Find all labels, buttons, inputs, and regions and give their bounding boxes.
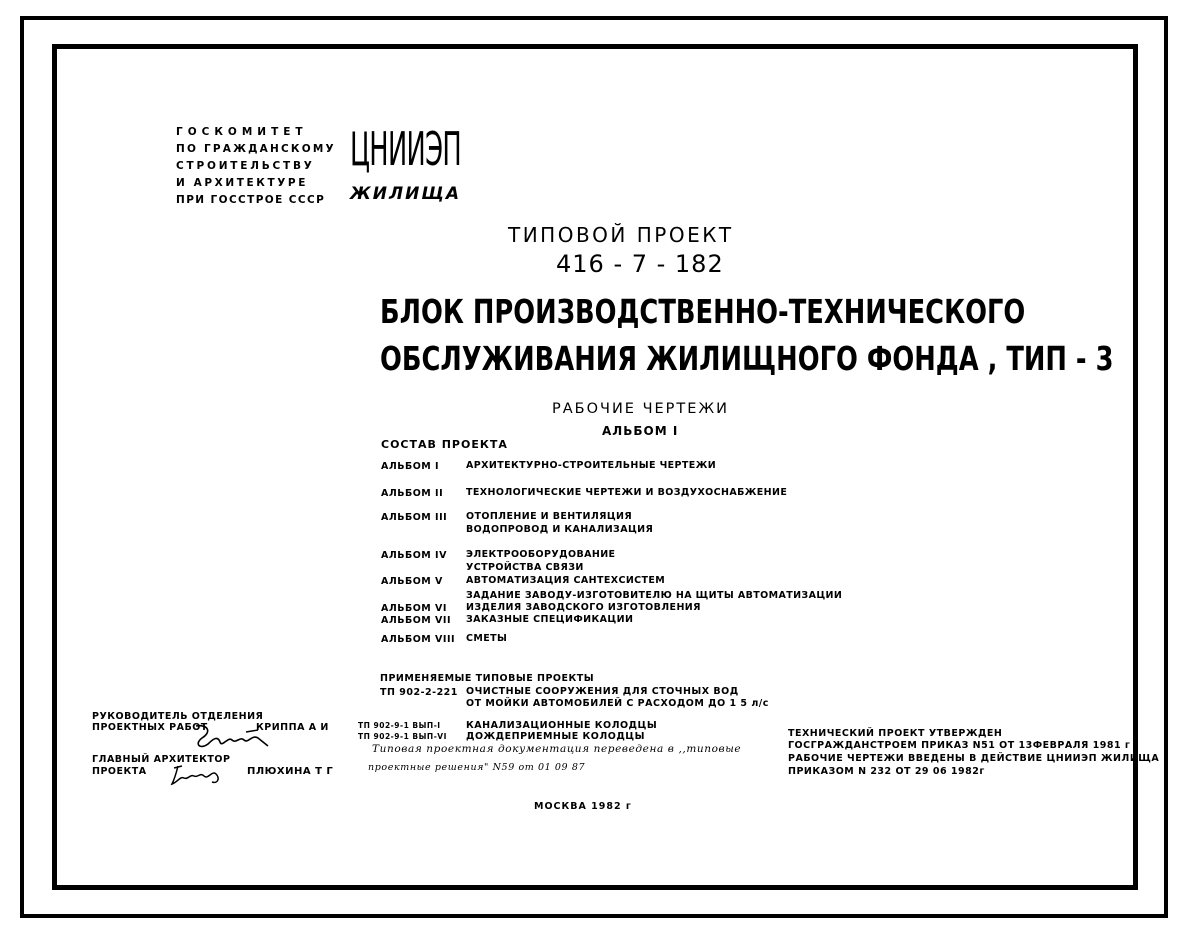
approval-line-1: ТЕХНИЧЕСКИЙ ПРОЕКТ УТВЕРЖДЕН [788,728,1003,739]
arch-role-line-1: ГЛАВНЫЙ АРХИТЕКТОР [92,754,231,765]
head-signature [188,722,272,752]
approval-line-4: ПРИКАЗОМ N 232 ОТ 29 06 1982г [788,766,985,777]
logo-sub: ЖИЛИЩА [350,184,462,204]
applied-heading: ПРИМЕНЯЕМЫЕ ТИПОВЫЕ ПРОЕКТЫ [380,673,595,684]
applied-tp2-val: КАНАЛИЗАЦИОННЫЕ КОЛОДЦЫ [466,720,658,731]
working-drawings-label: РАБОЧИЕ ЧЕРТЕЖИ [552,401,729,417]
applied-tp1-line-1: ОЧИСТНЫЕ СООРУЖЕНИЯ ДЛЯ СТОЧНЫХ ВОД [466,686,739,697]
album-label: АЛЬБОМ I [602,424,679,438]
album-4-desc-1: ЭЛЕКТРООБОРУДОВАНИЕ [466,549,616,560]
album-1-key: АЛЬБОМ I [381,461,440,472]
applied-tp3-key: ТП 902-9-1 ВЫП-VI [358,732,447,741]
album-7-desc: ЗАКАЗНЫЕ СПЕЦИФИКАЦИИ [466,614,634,625]
project-number: 416 - 7 - 182 [556,250,724,278]
applied-tp3-val: ДОЖДЕПРИЕМНЫЕ КОЛОДЦЫ [466,731,645,742]
org-line-4: И АРХИТЕКТУРЕ [176,177,308,189]
album-5-desc-1: АВТОМАТИЗАЦИЯ САНТЕХСИСТЕМ [466,575,666,586]
arch-role-line-2: ПРОЕКТА [92,766,147,777]
album-3-key: АЛЬБОМ III [381,512,448,523]
album-2-key: АЛЬБОМ II [381,488,444,499]
contents-heading: СОСТАВ ПРОЕКТА [381,438,508,451]
album-6-key: АЛЬБОМ VI [381,603,447,614]
album-3-desc-1: ОТОПЛЕНИЕ И ВЕНТИЛЯЦИЯ [466,511,633,522]
applied-tp2-key: ТП 902-9-1 ВЫП-I [358,721,441,730]
org-line-3: СТРОИТЕЛЬСТВУ [176,160,315,172]
approval-line-3: РАБОЧИЕ ЧЕРТЕЖИ ВВЕДЕНЫ В ДЕЙСТВИЕ ЦНИИЭП ЖИЛИЩА [788,753,1160,764]
album-6-desc: ИЗДЕЛИЯ ЗАВОДСКОГО ИЗГОТОВЛЕНИЯ [466,602,701,613]
project-name-line-1: БЛОК ПРОИЗВОДСТВЕННО-ТЕХНИЧЕСКОГО [380,292,1026,331]
album-4-desc-2: УСТРОЙСТВА СВЯЗИ [466,562,584,573]
album-1-desc: АРХИТЕКТУРНО-СТРОИТЕЛЬНЫЕ ЧЕРТЕЖИ [466,460,717,471]
album-5-key: АЛЬБОМ V [381,576,443,587]
project-name-line-2: ОБСЛУЖИВАНИЯ ЖИЛИЩНОГО ФОНДА , ТИП - 3 [380,339,1114,378]
arch-signature [168,762,228,788]
note-line-1: Типовая проектная документация переведена в ,,типовые [372,743,742,755]
arch-name: ПЛЮХИНА Т Г [247,766,334,777]
head-name: КРИППА А И [256,722,329,733]
head-role-line-2: ПРОЕКТНЫХ РАБОТ [92,722,208,733]
org-line-5: ПРИ ГОССТРОЕ СССР [176,194,326,206]
city-year: МОСКВА 1982 г [534,801,632,812]
approval-line-2: ГОСГРАЖДАНСТРОЕМ ПРИКАЗ N51 ОТ 13ФЕВРАЛЯ 1981 г [788,740,1131,751]
album-3-desc-2: ВОДОПРОВОД И КАНАЛИЗАЦИЯ [466,524,654,535]
album-5-desc-2: ЗАДАНИЕ ЗАВОДУ-ИЗГОТОВИТЕЛЮ НА ЩИТЫ АВТОМАТИЗАЦИИ [466,590,843,601]
album-8-desc: СМЕТЫ [466,633,508,644]
album-7-key: АЛЬБОМ VII [381,615,451,626]
album-8-key: АЛЬБОМ VIII [381,634,456,645]
head-role-line-1: РУКОВОДИТЕЛЬ ОТДЕЛЕНИЯ [92,711,264,722]
logo-main: ЦНИИЭП [350,122,462,176]
applied-tp1-line-2: ОТ МОЙКИ АВТОМОБИЛЕЙ С РАСХОДОМ ДО 1 5 л/с [466,698,769,709]
album-2-desc: ТЕХНОЛОГИЧЕСКИЕ ЧЕРТЕЖИ И ВОЗДУХОСНАБЖЕНИЕ [466,487,788,498]
org-line-2: ПО ГРАЖДАНСКОМУ [176,143,336,155]
applied-tp1-key: ТП 902-2-221 [380,687,458,698]
album-4-key: АЛЬБОМ IV [381,550,447,561]
project-type: ТИПОВОЙ ПРОЕКТ [508,223,734,247]
org-line-1: ГОСКОМИТЕТ [176,126,308,138]
note-line-2: проектные решения" N59 от 01 09 87 [368,762,586,773]
